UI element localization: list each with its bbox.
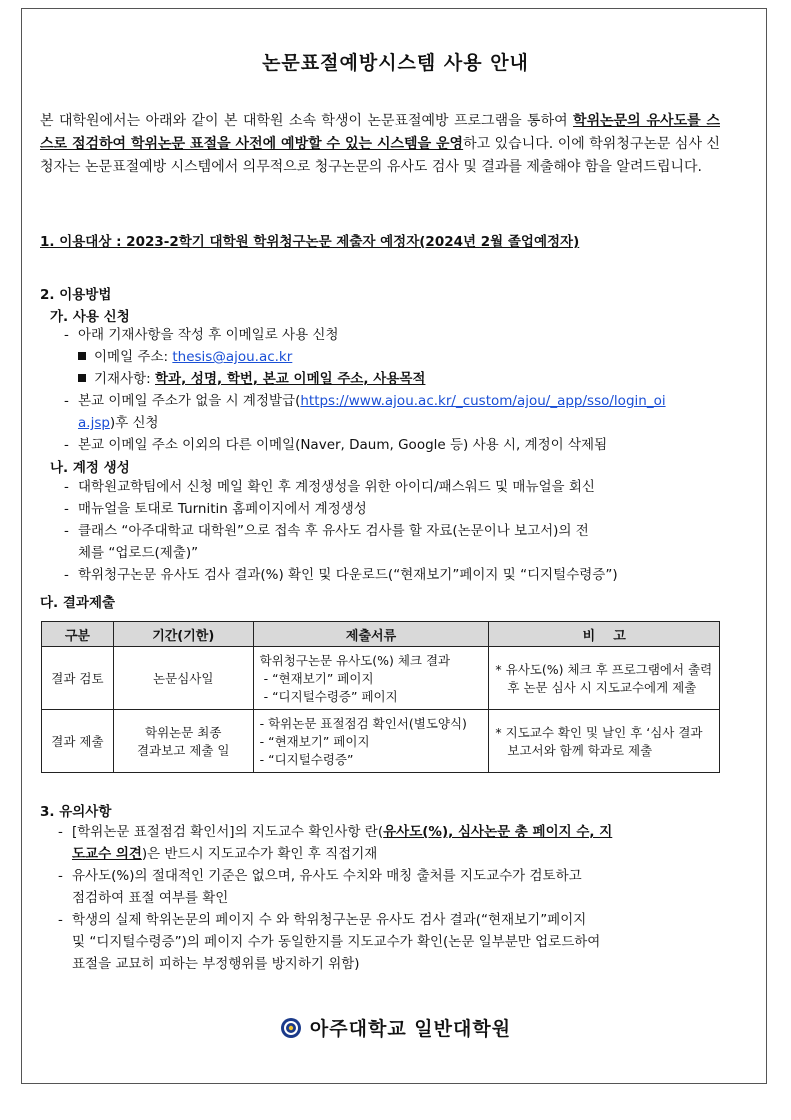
table-row <box>42 710 720 773</box>
apply-line-3: - 본교 이메일 주소 이외의 다른 이메일(Naver, Daum, Google 등) 사용 시, 계정이 삭제됨 <box>64 437 608 453</box>
account-line-2: - 매뉴얼을 토대로 Turnitin 홈페이지에서 계정생성 <box>64 501 367 517</box>
apply-line-2b <box>78 412 159 434</box>
caution-line-1b-text: )은 반드시 지도교수가 확인 후 직접기재 <box>141 846 378 862</box>
account-line-2-text: 매뉴얼을 토대로 Turnitin 홈페이지에서 계정생성 <box>78 501 367 517</box>
section-1-target: 1. 이용대상 : 2023-2학기 대학원 학위청구논문 제출자 예정자(2024년 2월 졸업예정자) <box>40 234 580 250</box>
account-line-3: - 클래스 “아주대학교 대학원”으로 접속 후 유사도 검사를 할 자료(논문이나 보고서)의 전 <box>64 523 589 539</box>
subsection-a-heading: 가. 사용 신청 <box>50 309 130 325</box>
row-type: 결과 제출 <box>42 710 114 773</box>
items-value: 학과, 성명, 학번, 본교 이메일 주소, 사용목적 <box>155 371 426 387</box>
caution-line-1-bold: 유사도(%), 심사논문 총 페이지 수, 지 <box>383 824 613 840</box>
header-type: 구분 <box>42 622 114 647</box>
doc-line: - “현재보기” 페이지 <box>259 671 374 686</box>
doc-line: 학위청구논문 유사도(%) 체크 결과 <box>259 653 451 668</box>
account-line-4-text: 학위청구논문 유사도 검사 결과(%) 확인 및 다운로드(“현재보기”페이지 및 “디지털수령증”) <box>78 567 618 583</box>
account-link-cont[interactable]: a.jsp <box>78 415 110 431</box>
account-line-1-text: 대학원교학팀에서 신청 메일 확인 후 계정생성을 위한 아이디/패스워드 및 매뉴얼을 회신 <box>78 479 595 495</box>
row-note <box>489 647 720 710</box>
caution-line-2-text: 유사도(%)의 절대적인 기준은 없으며, 유사도 수치와 매칭 출처를 지도교수가 검토하고 <box>72 868 582 884</box>
caution-line-1: - [학위논문 표절점검 확인서]의 지도교수 확인사항 란(유사도(%), 심사논문 총 페이지 수, 지 <box>58 824 613 840</box>
caution-line-3c: 표절을 교묘히 피하는 부정행위를 방지하기 위함) <box>72 956 360 972</box>
email-line <box>78 346 292 368</box>
apply-line-1: - 아래 기재사항을 작성 후 이메일로 사용 신청 <box>64 327 339 343</box>
row-period: 학위논문 최종 결과보고 제출 일 <box>113 710 253 773</box>
account-line-3b: 체를 “업로드(제출)” <box>78 545 199 561</box>
footer-institution <box>0 1014 791 1041</box>
caution-line-3-text: 학생의 실제 학위논문의 페이지 수 와 학위청구논문 유사도 검사 결과(“현재보기”페이지 <box>72 912 587 928</box>
row-type: 결과 검토 <box>42 647 114 710</box>
row-docs <box>253 647 489 710</box>
result-table <box>41 621 720 773</box>
square-bullet-icon <box>78 352 86 360</box>
doc-line: - 학위논문 표절점검 확인서(별도양식) <box>259 716 467 731</box>
intro-text-1: 본 대학원에서는 아래와 같이 본 대학원 소속 학생이 논문표절예방 프로그램을 통하여 <box>40 113 574 129</box>
table-header-row <box>42 622 720 647</box>
doc-line: - “디지털수령증” 페이지 <box>259 689 398 704</box>
intro-text-2: 하고 있습니다. 이에 학위청구논문 심사 신청자는 논문표절예방 시스템에서 의무적으로 청구논문의 유사도 검사 및 결과를 제출해야 함을 알려드립니다. <box>40 136 721 175</box>
doc-line: - “현재보기” 페이지 <box>259 734 370 749</box>
doc-line: - “디지털수령증” <box>259 752 354 767</box>
subsection-c-heading: 다. 결과제출 <box>40 595 116 611</box>
row-period: 논문심사일 <box>113 647 253 710</box>
footer-text: 아주대학교 일반대학원 <box>309 1018 512 1040</box>
caution-line-2: - 유사도(%)의 절대적인 기준은 없으며, 유사도 수치와 매칭 출처를 지도교수가 검토하고 <box>58 868 582 884</box>
university-seal-icon <box>280 1017 302 1039</box>
items-line <box>78 368 425 390</box>
apply-line-2-text: 본교 이메일 주소가 없을 시 계정발급( <box>78 393 301 409</box>
section-3-heading: 3. 유의사항 <box>40 804 112 820</box>
caution-line-3b: 및 “디지털수령증”)의 페이지 수가 동일한지를 지도교수가 확인(논문 일부분만 업로드하여 <box>72 934 601 950</box>
apply-line-1-text: 아래 기재사항을 작성 후 이메일로 사용 신청 <box>78 327 339 343</box>
page-title: 논문표절예방시스템 사용 안내 <box>262 52 529 74</box>
apply-line-3-text: 본교 이메일 주소 이외의 다른 이메일(Naver, Daum, Google 등) 사용 시, 계정이 삭제됨 <box>78 437 608 453</box>
header-docs: 제출서류 <box>253 622 489 647</box>
email-label: 이메일 주소: <box>94 349 173 365</box>
caution-line-1-text: [학위논문 표절점검 확인서]의 지도교수 확인사항 란( <box>72 824 384 840</box>
caution-line-1b <box>72 843 377 865</box>
note-line: * 지도교수 확인 및 날인 후 ‘심사 결과 <box>495 725 703 740</box>
note-line: 보고서와 함께 학과로 제출 <box>507 743 653 758</box>
row-note <box>489 710 720 773</box>
note-line: 후 논문 심사 시 지도교수에게 제출 <box>507 680 697 695</box>
apply-line-2: - 본교 이메일 주소가 없을 시 계정발급(https://www.ajou.ac.kr/_custom/ajou/_app/sso/login_oi <box>64 393 666 409</box>
caution-line-3: - 학생의 실제 학위논문의 페이지 수 와 학위청구논문 유사도 검사 결과(“현재보기”페이지 <box>58 912 587 928</box>
intro-emphasis: 학위논문의 유사도를 스스로 점검하여 학위논문 표절을 사전에 예방할 수 있는 시스템을 운영 <box>40 113 720 152</box>
square-bullet-icon <box>78 374 86 382</box>
caution-line-1b-bold: 도교수 의견 <box>72 846 142 862</box>
items-label: 기재사항: <box>94 371 156 387</box>
account-line-4: - 학위청구논문 유사도 검사 결과(%) 확인 및 다운로드(“현재보기”페이지 및 “디지털수령증”) <box>64 567 618 583</box>
account-line-3-text: 클래스 “아주대학교 대학원”으로 접속 후 유사도 검사를 할 자료(논문이나 보고서)의 전 <box>78 523 589 539</box>
intro-paragraph <box>40 110 720 179</box>
email-link[interactable]: thesis@ajou.ac.kr <box>172 349 293 365</box>
header-note: 비 고 <box>489 622 720 647</box>
account-link[interactable]: https://www.ajou.ac.kr/_custom/ajou/_app/sso/login_oi <box>300 393 666 409</box>
apply-line-2-post: )후 신청 <box>109 415 159 431</box>
note-line: * 유사도(%) 체크 후 프로그램에서 출력 <box>495 662 713 677</box>
section-2-heading: 2. 이용방법 <box>40 287 112 303</box>
row-docs <box>253 710 489 773</box>
account-line-1: - 대학원교학팀에서 신청 메일 확인 후 계정생성을 위한 아이디/패스워드 및 매뉴얼을 회신 <box>64 479 595 495</box>
header-period: 기간(기한) <box>113 622 253 647</box>
subsection-b-heading: 나. 계정 생성 <box>50 460 130 476</box>
table-row <box>42 647 720 710</box>
caution-line-2b: 점검하여 표절 여부를 확인 <box>72 890 229 906</box>
